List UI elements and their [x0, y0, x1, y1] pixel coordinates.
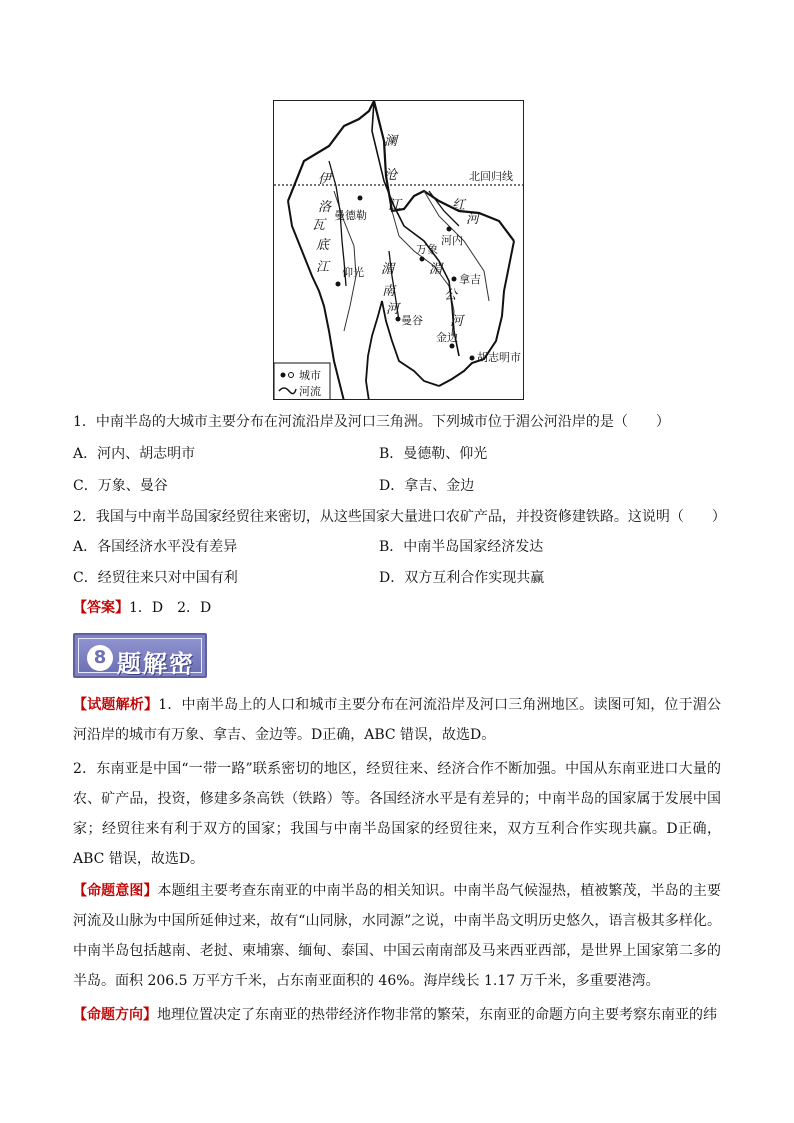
question-1-option-c[interactable]: C．万象、曼谷: [73, 478, 168, 494]
analysis-paragraph-2: [73, 754, 721, 874]
city-dot-vientiane: [420, 257, 425, 262]
analysis-text-1: 1．中南半岛上的人口和城市主要分布在河流沿岸及河口三角洲地区。读图可知，位于湄公河沿岸的城市有万象、拿吉、金边等。D正确，ABC 错误，故选D。: [73, 697, 722, 743]
question-2-option-d[interactable]: D．双方互利合作实现共赢: [379, 570, 545, 586]
mekong-char-4: 湄: [429, 262, 443, 277]
menam-char-2: 南: [382, 284, 396, 299]
irrawaddy-char-4: 底: [316, 238, 330, 253]
answer-line: [73, 598, 211, 618]
city-phnompenh: 金边: [436, 331, 458, 344]
banner-title: 题解密: [117, 650, 195, 678]
mekong-char-3: 江: [388, 198, 402, 213]
irrawaddy-char-3: 瓦: [312, 218, 326, 233]
intent-text: 本题组主要考查东南亚的中南半岛的相关知识。中南半岛气候湿热，植被繁茂，半岛的主要河流及山脉为中国所延伸过来，故有“山同脉，水同源”之说，中南半岛文明历史悠久，语言极其多样化。中南半岛包括越南、老挝、柬埔寨、缅甸、泰国、中国云南南部及马来西亚西部，是世界上国家第二多的半岛。面积 206.5 万平方千米，占东南亚面积的 46%。海岸线长 1.17 万千米，多重要港湾。: [73, 883, 722, 989]
legend-river: 河流: [299, 385, 321, 398]
city-vientiane: 万象: [416, 243, 438, 256]
mekong-char-1: 澜: [384, 134, 398, 149]
solution-banner: [73, 633, 207, 678]
answer-tag: 【答案】: [73, 600, 129, 616]
city-mandalay: 曼德勒: [334, 209, 367, 222]
city-pakse: 拿吉: [459, 273, 481, 286]
tropic-label: 北回归线: [469, 170, 513, 183]
question-2-option-c[interactable]: C．经贸往来只对中国有利: [73, 570, 238, 586]
question-1-option-d[interactable]: D．拿吉、金边: [379, 478, 475, 494]
mekong-char-6: 河: [450, 314, 464, 329]
mekong-char-5: 公: [444, 288, 458, 303]
city-yangon: 仰光: [342, 266, 364, 279]
analysis-paragraph-1: [73, 690, 721, 750]
city-dot-bangkok: [396, 317, 401, 322]
map-drawing: [274, 101, 524, 400]
city-dot-phnompenh: [450, 344, 455, 349]
irrawaddy-char-2: 洛: [318, 200, 332, 215]
menam-char-3: 河: [386, 302, 400, 317]
peninsula-map: [273, 100, 524, 400]
question-2-option-a[interactable]: A．各国经济水平没有差异: [73, 539, 238, 555]
menam-char-1: 湄: [381, 262, 395, 277]
legend-city-dot-icon: [281, 373, 286, 378]
intent-paragraph: [73, 876, 721, 996]
question-1-option-a[interactable]: A．河内、胡志明市: [73, 446, 196, 462]
irrawaddy-char-1: 伊: [318, 172, 332, 187]
answer-text: 1．D 2．D: [129, 600, 212, 616]
city-dot-hanoi: [447, 227, 452, 232]
city-dot-mandalay: [358, 196, 363, 201]
direction-paragraph: [73, 1000, 721, 1030]
city-dot-pakse: [452, 277, 457, 282]
red-char-1: 红: [452, 198, 466, 213]
red-char-2: 河: [466, 212, 480, 227]
city-bangkok: 曼谷: [401, 314, 423, 327]
irrawaddy-char-5: 江: [316, 260, 330, 275]
banner-inner: [78, 638, 202, 678]
question-2-stem: 2．我国与中南半岛国家经贸往来密切，从这些国家大量进口农矿产品，并投资修建铁路。这说明（ ）: [73, 509, 726, 525]
question-2-option-b[interactable]: B．中南半岛国家经济发达: [379, 539, 544, 555]
intent-tag: 【命题意图】: [73, 883, 158, 899]
question-1-option-b[interactable]: B．曼德勒、仰光: [379, 446, 488, 462]
number-eight-icon: 8: [87, 645, 113, 671]
city-dot-hcmc: [470, 356, 475, 361]
analysis-tag: 【试题解析】: [73, 697, 159, 713]
legend-city: 城市: [299, 369, 321, 382]
mekong-char-2: 沧: [384, 168, 398, 183]
direction-tag: 【命题方向】: [73, 1007, 157, 1023]
city-dot-yangon: [336, 282, 341, 287]
question-1-stem: 1．中南半岛的大城市主要分布在河流沿岸及河口三角洲。下列城市位于湄公河沿岸的是（ ）: [73, 414, 670, 430]
direction-text: 地理位置决定了东南亚的热带经济作物非常的繁荣，东南亚的命题方向主要考察东南亚的纬: [157, 1007, 717, 1023]
city-hcmc: 胡志明市: [477, 351, 521, 364]
city-hanoi: 河内: [441, 234, 463, 247]
analysis-text-2: 2．东南亚是中国“一带一路”联系密切的地区，经贸往来、经济合作不断加强。中国从东南亚进口大量的农、矿产品，投资，修建多条高铁（铁路）等。各国经济水平是有差异的；中南半岛的国家属于发展中国家；经贸往来有利于双方的国家；我国与中南半岛国家的经贸往来，双方互利合作实现共赢。D正确，ABC 错误，故选D。: [73, 761, 721, 867]
